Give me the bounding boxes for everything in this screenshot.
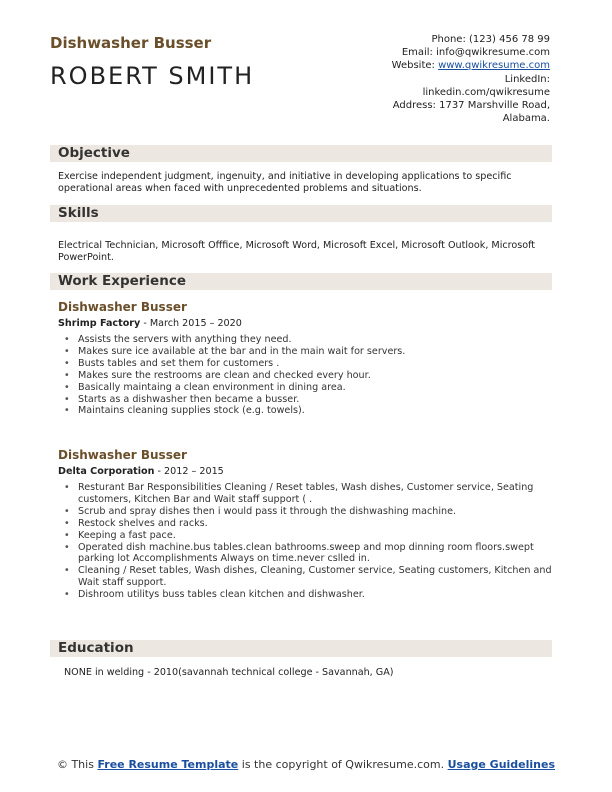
- list-item: • Dishroom utilitys buss tables clean kitchen and dishwasher.: [78, 589, 572, 601]
- usage-guidelines-link[interactable]: Usage Guidelines: [447, 758, 556, 771]
- contact-email: Email: info@qwikresume.com: [401, 47, 550, 59]
- contact-block: [310, 33, 550, 125]
- contact-address-line2: Alabama.: [502, 113, 550, 125]
- list-item: • Resturant Bar Responsibilities Cleaning / Reset tables, Wash dishes, Customer service, Seating customers, Kitchen Bar and Wait staff support ( .: [78, 482, 572, 506]
- candidate-name: ROBERT SMITH: [50, 62, 255, 90]
- website-link[interactable]: www.qwikresume.com: [438, 60, 550, 72]
- contact-phone: Phone: (123) 456 78 99: [431, 34, 550, 45]
- work-section-header: [50, 273, 552, 290]
- contact-linkedin: linkedin.com/qwikresume: [422, 86, 550, 98]
- job-1-meta: [58, 318, 242, 329]
- job-1-company: Shrimp Factory: [58, 318, 141, 329]
- job-2-company: Delta Corporation: [58, 466, 155, 477]
- job-1-bullets: [60, 334, 572, 417]
- job-2-dates: - 2012 – 2015: [154, 466, 224, 477]
- list-item: • Basically maintaing a clean environment in dining area.: [78, 382, 572, 394]
- work-heading: Work Experience: [58, 273, 186, 289]
- list-item: • Starts as a dishwasher then became a busser.: [78, 394, 572, 406]
- list-item: • Makes sure the restrooms are clean and checked every hour.: [78, 370, 572, 382]
- skills-heading: Skills: [58, 205, 99, 221]
- list-item: • Assists the servers with anything they need.: [78, 334, 572, 346]
- education-text: NONE in welding - 2010(savannah technical college - Savannah, GA): [64, 667, 394, 678]
- job-2-bullets: [60, 482, 572, 601]
- list-item: • Operated dish machine.bus tables.clean bathrooms.sweep and mop dinning room floors.swept parking lot Accomplishments Always on time.never cslled in.: [78, 542, 572, 566]
- list-item: • Cleaning / Reset tables, Wash dishes, Cleaning, Customer service, Seating customers, Kitchen and Wait staff support.: [78, 565, 572, 589]
- list-item: • Makes sure ice available at the bar and in the main wait for servers.: [78, 346, 572, 358]
- header-job-title: Dishwasher Busser: [50, 34, 212, 52]
- objective-text: Exercise independent judgment, ingenuity, and initiative in developing applications to specific operational areas when faced with unprecedented problems and situations.: [58, 171, 512, 194]
- footer: © This Free Resume Template is the copyright of Qwikresume.com. Usage Guidelines: [56, 758, 556, 771]
- contact-address: Address: 1737 Marshville Road,: [392, 100, 550, 112]
- job-1-dates: - March 2015 – 2020: [140, 318, 242, 329]
- skills-section-header: [50, 205, 552, 222]
- education-section-header: [50, 640, 552, 657]
- contact-website: Website: www.qwikresume.com: [391, 60, 550, 72]
- list-item: • Scrub and spray dishes then i would pass it through the dishwashing machine.: [78, 506, 572, 518]
- list-item: • Busts tables and set them for customers .: [78, 358, 572, 370]
- objective-section-header: [50, 145, 552, 162]
- skills-text: Electrical Technician, Microsoft Offfice, Microsoft Word, Microsoft Excel, Microsoft Outlook, Microsoft PowerPoint.: [58, 240, 536, 263]
- list-item: • Maintains cleaning supplies stock (e.g. towels).: [78, 405, 572, 417]
- job-2-title: Dishwasher Busser: [58, 448, 187, 462]
- job-2-meta: [58, 466, 224, 477]
- objective-heading: Objective: [58, 145, 130, 161]
- education-heading: Education: [58, 640, 134, 656]
- list-item: • Keeping a fast pace.: [78, 530, 572, 542]
- contact-linkedin-label: LinkedIn:: [504, 73, 550, 85]
- free-resume-template-link[interactable]: Free Resume Template: [97, 758, 239, 771]
- list-item: • Restock shelves and racks.: [78, 518, 572, 530]
- job-1-title: Dishwasher Busser: [58, 300, 187, 314]
